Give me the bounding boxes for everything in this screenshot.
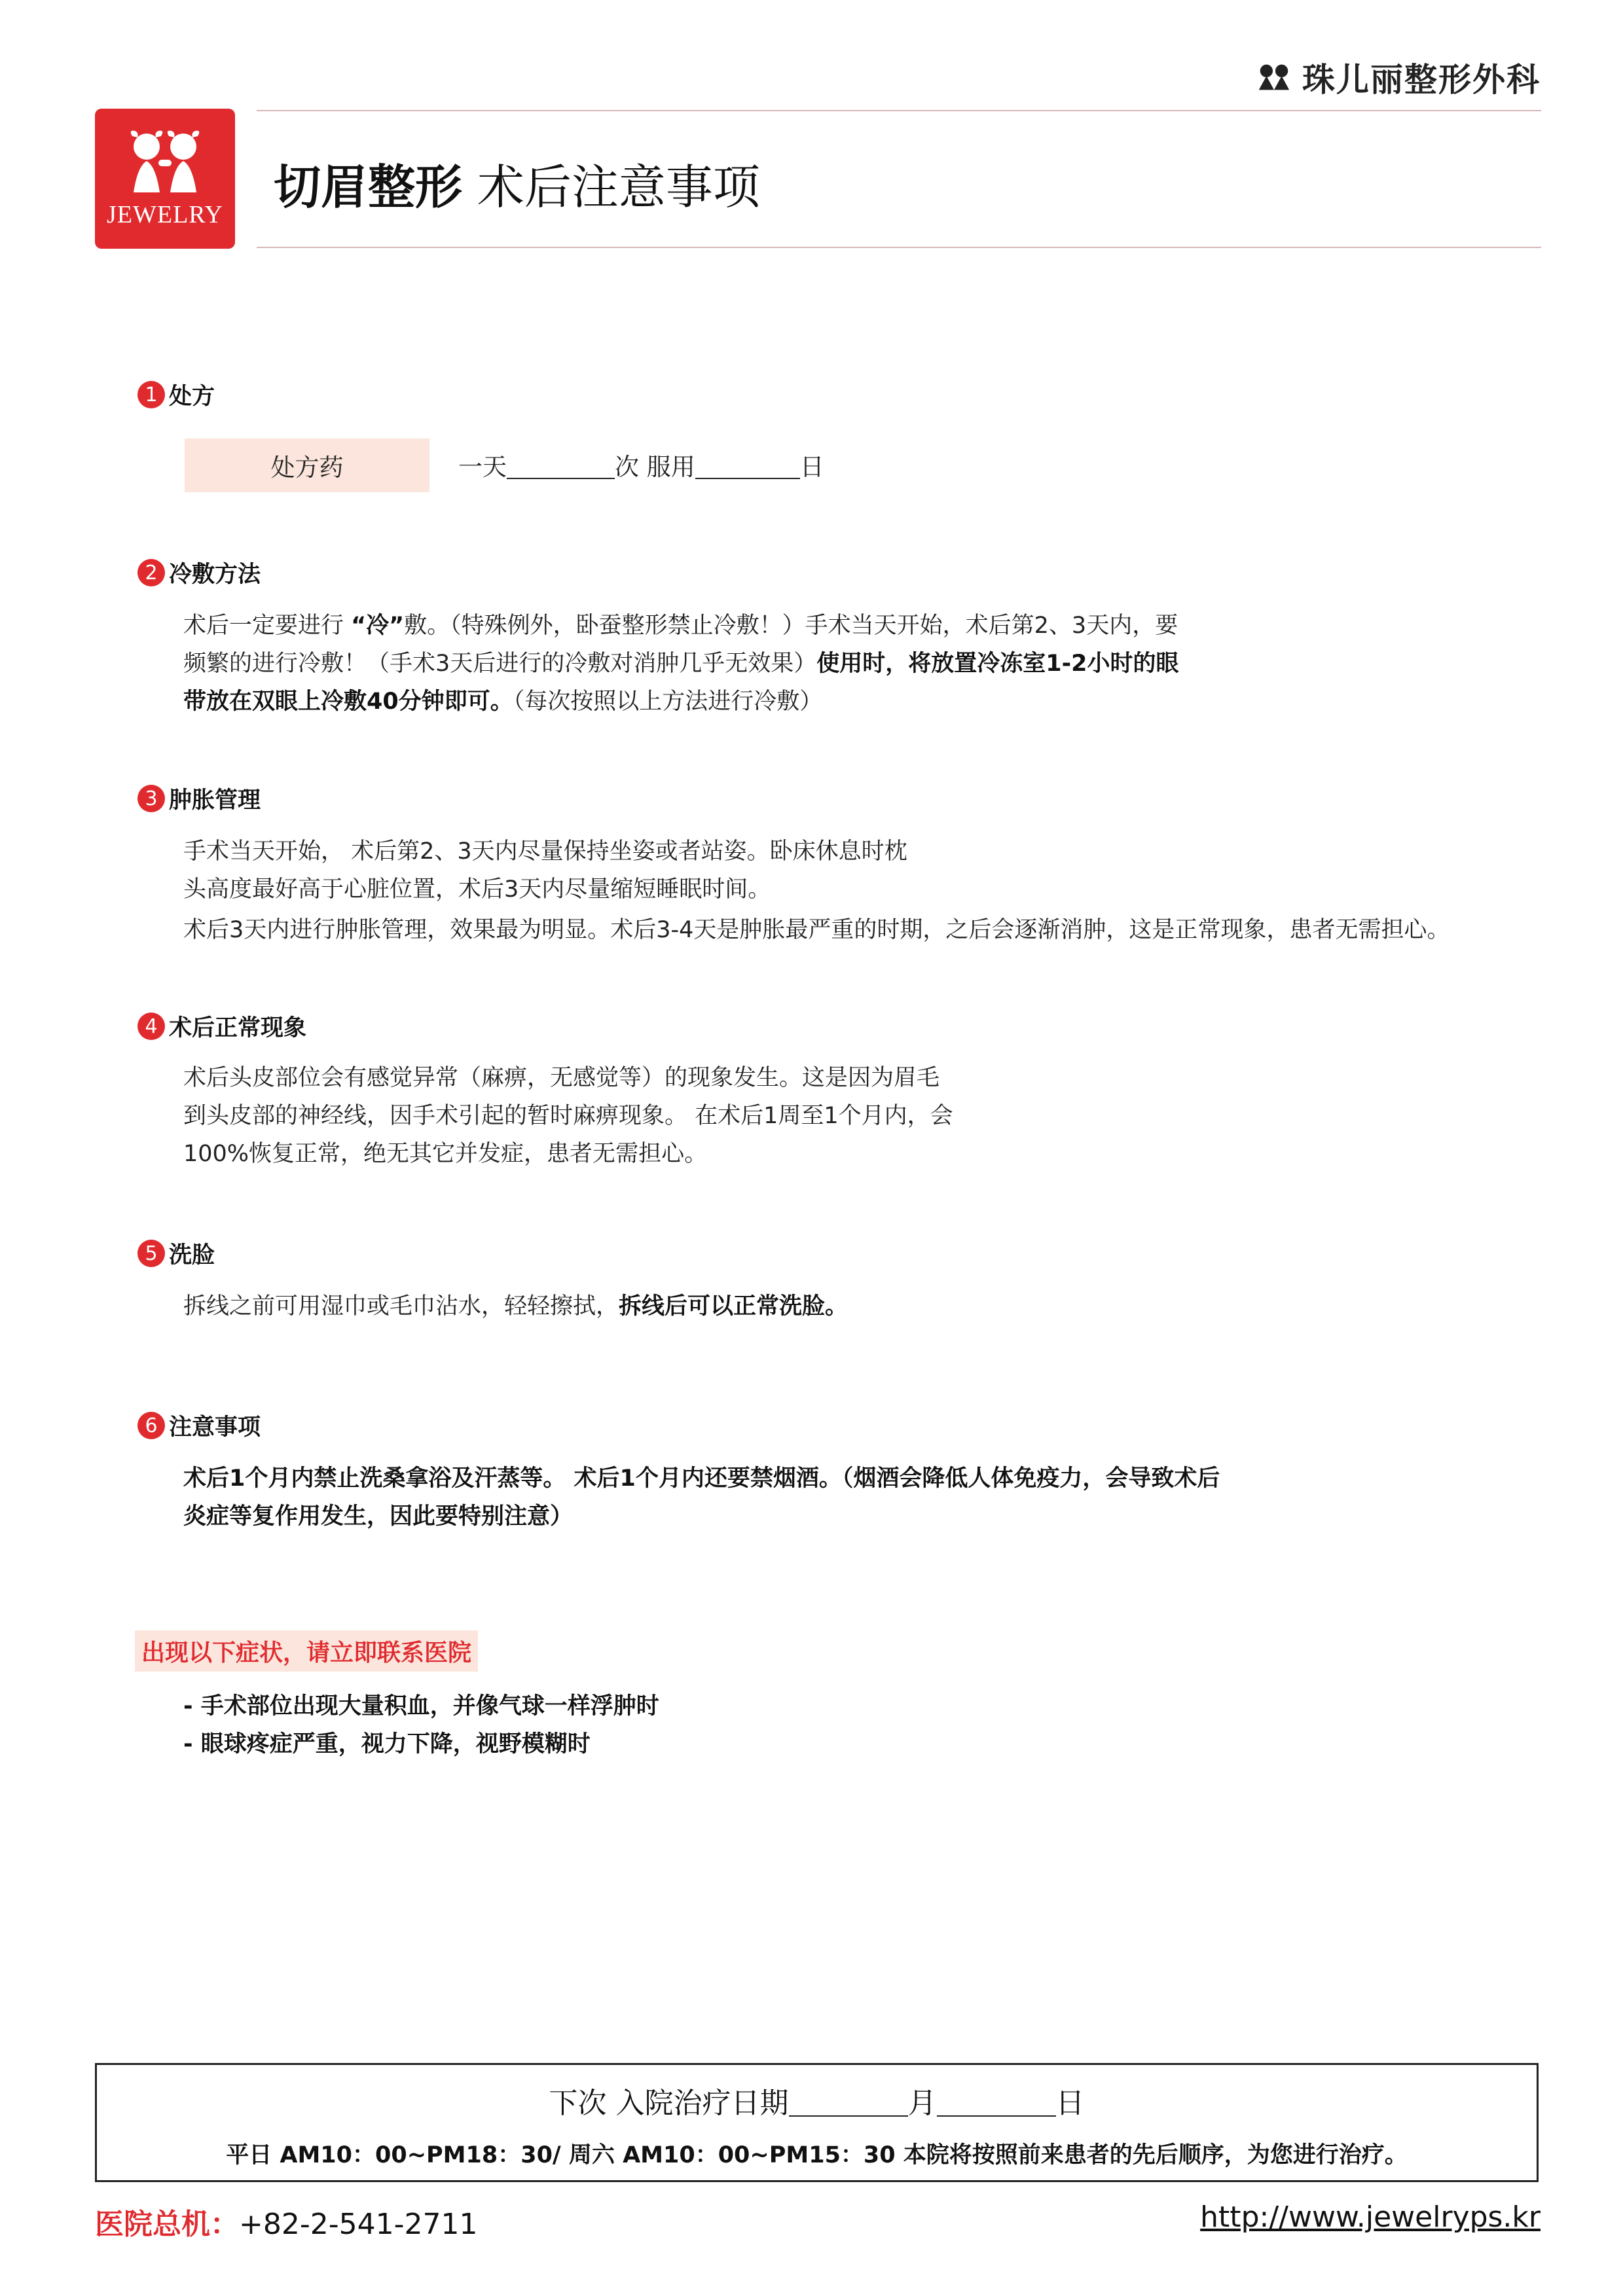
next-visit-line bbox=[97, 2079, 1537, 2121]
rx-text-a: 一天 bbox=[458, 453, 507, 481]
section-number-badge: 2 bbox=[137, 559, 165, 586]
jewelry-logo bbox=[95, 109, 235, 249]
section-title: 术后正常现象 bbox=[169, 1015, 307, 1041]
line bbox=[183, 1287, 848, 1325]
section-3-body bbox=[183, 833, 1450, 949]
line: 头高度最好高于心脏位置，术后3天内尽量缩短睡眠时间。 bbox=[183, 876, 771, 903]
bold-text: 使用时，将放置冷冻室1-2小时的眼 bbox=[816, 651, 1179, 677]
line bbox=[183, 683, 1179, 721]
section-title: 洗脸 bbox=[169, 1242, 215, 1268]
line: 到头皮部的神经线，因手术引起的暂时麻痹现象。 在术后1周至1个月内，会 bbox=[183, 1103, 953, 1129]
list-item: - 眼球疼症严重，视力下降，视野模糊时 bbox=[183, 1731, 591, 1757]
header-top-rule bbox=[257, 110, 1541, 111]
brand-name: 珠儿丽整形外科 bbox=[1302, 61, 1541, 99]
section-number-badge: 1 bbox=[137, 381, 165, 408]
section-6-body bbox=[183, 1460, 1220, 1535]
section-number-badge: 5 bbox=[137, 1240, 165, 1267]
section-3-heading bbox=[137, 782, 261, 815]
text: 下次 入院治疗日期 bbox=[549, 2087, 789, 2120]
section-2-body bbox=[183, 607, 1179, 721]
line: 术后1个月内禁止洗桑拿浴及汗蒸等。 术后1个月内还要禁烟酒。（烟酒会降低人体免疫力，会导致术后 bbox=[183, 1465, 1220, 1492]
section-4-heading bbox=[137, 1010, 306, 1043]
list-item: - 手术部位出现大量积血，并像气球一样浮肿时 bbox=[183, 1693, 659, 1719]
section-6-heading bbox=[137, 1409, 261, 1442]
phone-number[interactable]: +82-2-541-2711 bbox=[239, 2208, 478, 2241]
prescription-label: 处方药 bbox=[185, 439, 429, 492]
line bbox=[183, 607, 1179, 645]
section-5-heading bbox=[137, 1237, 215, 1270]
title-bold: 切眉整形 bbox=[274, 160, 463, 215]
text: 敷。（特殊例外，卧蚕整形禁止冷敷！）手术当天开始，术后第2、3天内，要 bbox=[404, 613, 1178, 639]
day-blank[interactable] bbox=[937, 2087, 1056, 2117]
line: 100%恢复正常，绝无其它并发症，患者无需担心。 bbox=[183, 1141, 708, 1167]
days-blank[interactable] bbox=[695, 452, 800, 479]
page-title bbox=[274, 149, 760, 217]
top-brand bbox=[1255, 54, 1541, 101]
section-1-heading bbox=[137, 378, 215, 411]
rx-text-c: 日 bbox=[799, 453, 824, 481]
opening-hours: 平日 AM10：00~PM18：30/ 周六 AM10：00~PM15：30 本院将按照前来患者的先后顺序，为您进行治疗。 bbox=[226, 2142, 1408, 2168]
line: 炎症等复作用发生，因此要特别注意） bbox=[183, 1503, 574, 1530]
text: 月 bbox=[907, 2087, 937, 2120]
prescription-line bbox=[458, 447, 824, 482]
text: 频繁的进行冷敷！（手术3天后进行的冷敷对消肿几乎无效果） bbox=[183, 651, 817, 677]
line: 手术当天开始， 术后第2、3天内尽量保持坐姿或者站姿。卧床休息时枕 bbox=[183, 838, 907, 865]
line bbox=[183, 645, 1179, 683]
hospital-phone bbox=[95, 2200, 477, 2242]
section-title: 肿胀管理 bbox=[169, 787, 261, 814]
phone-label: 医院总机： bbox=[95, 2208, 239, 2241]
rx-text-b: 次 服用 bbox=[615, 453, 695, 481]
line: 术后头皮部位会有感觉异常（麻痹，无感觉等）的现象发生。这是因为眉毛 bbox=[183, 1065, 940, 1091]
section-number-badge: 3 bbox=[137, 785, 165, 812]
section-number-badge: 6 bbox=[137, 1412, 165, 1439]
section-title: 注意事项 bbox=[169, 1414, 261, 1441]
section-4-body bbox=[183, 1059, 953, 1173]
text: 拆线之前可用湿巾或毛巾沾水，轻轻擦拭， bbox=[183, 1293, 619, 1319]
alert-list bbox=[183, 1687, 659, 1763]
bold-text: “冷” bbox=[351, 613, 405, 639]
section-2-heading bbox=[137, 556, 261, 589]
twin-figures-icon bbox=[119, 127, 211, 199]
title-rest: 术后注意事项 bbox=[462, 160, 760, 215]
bold-text: 拆线后可以正常洗脸。 bbox=[619, 1293, 848, 1319]
section-title: 处方 bbox=[169, 384, 215, 410]
text: 术后一定要进行 bbox=[183, 613, 352, 639]
logo-word: JEWELRY bbox=[107, 201, 223, 228]
header-bottom-rule bbox=[257, 247, 1541, 248]
month-blank[interactable] bbox=[789, 2087, 908, 2117]
text: 日 bbox=[1055, 2087, 1085, 2120]
mini-logo-icon bbox=[1255, 58, 1293, 96]
section-5-body bbox=[183, 1287, 848, 1325]
bold-text: 带放在双眼上冷敷40分钟即可。 bbox=[183, 689, 513, 715]
times-per-day-blank[interactable] bbox=[507, 452, 615, 479]
next-visit-box bbox=[95, 2063, 1539, 2182]
text: （每次按照以上方法进行冷敷） bbox=[513, 689, 823, 715]
section-number-badge: 4 bbox=[137, 1013, 165, 1040]
line: 术后3天内进行肿胀管理，效果最为明显。术后3-4天是肿胀最严重的时期，之后会逐渐消肿，这是正常现象，患者无需担心。 bbox=[183, 917, 1450, 943]
section-title: 冷敷方法 bbox=[169, 562, 261, 588]
alert-title: 出现以下症状，请立即联系医院 bbox=[135, 1630, 478, 1672]
website-link[interactable]: http://www.jewelryps.kr bbox=[1200, 2200, 1541, 2234]
